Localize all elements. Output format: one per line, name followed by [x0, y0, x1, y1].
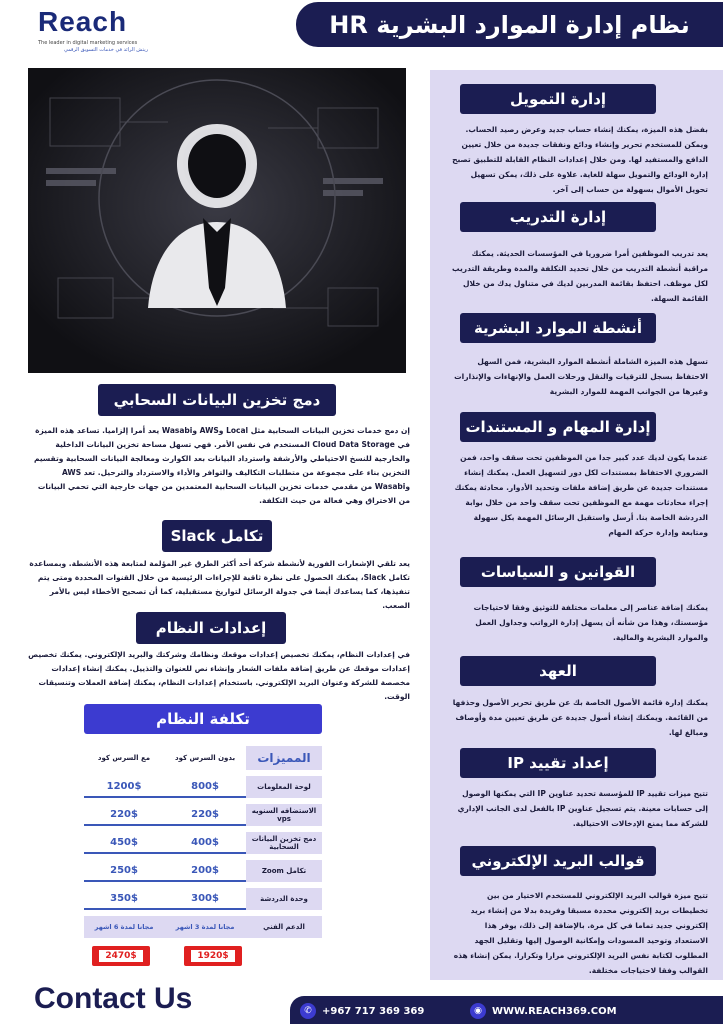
- feature-name: الاستضافه السنويه vps: [246, 804, 322, 826]
- website-link[interactable]: WWW.REACH369.COM: [492, 1005, 617, 1017]
- page-title-bar: [296, 2, 723, 47]
- table-row: [84, 804, 322, 826]
- table-row: [84, 916, 322, 938]
- section-title-hr-activities: أنشطة الموارد البشرية: [460, 313, 656, 343]
- website-contact[interactable]: [470, 1003, 617, 1019]
- section-body-finance: بفضل هذه الميزة، يمكنك إنشاء حساب جديد وعرض رصيد الحساب. ويمكن للمستخدم تحرير وإنشاء ودائع ونفقات جديدة من خلال تعيين الدافع والمستفيد لها. ومن خلال إعدادات النظام القابلة للتطبيق تصبح إدارة الودائع والتمويل سهلة للغاية. علاوة على ذلك، يمكن تسهيل تحويل الأموال بسهولة من حساب إلى آخر.: [452, 125, 708, 194]
- section-title-ip-restriction: إعداد تقييد IP: [460, 748, 656, 778]
- phone-contact[interactable]: [300, 1003, 424, 1019]
- section-body-email-templates: تتيح ميزة قوالب البريد الإلكتروني للمستخدم الاختيار من بين تخطيطات بريد إلكتروني محددة مسبقا وفريدة بدلا من إنشاء بريد إلكتروني جديد تماما في كل مرة. بالإضافة إلى ذلك، يوفر هذا الاستعداد وتوحيد المسودات وإمكانية الوصول إليها وتقليل الجهد المطلوب لكتابة نفس البريد الإلكتروني مرارا وتكرارا. يمكن إنشاء هذه القوالب وفقا لاحتياجات مختلفة.: [453, 891, 708, 975]
- cost-table-header: [84, 746, 322, 770]
- section-body-training: يعد تدريب الموظفين أمرا ضروريا في المؤسسات الحديثة. يمكنك مراقبة أنشطة التدريب من خلال تحديد التكلفة والمدة وطريقة التدريب لكل موظف. احتفظ بقائمة المدربين لديك في متناول يدك من خلال القائمة السهلة.: [452, 249, 708, 303]
- price-without-source: 800$: [164, 776, 246, 798]
- section-title-assets: العهد: [460, 656, 656, 686]
- section-title-cloud-storage: دمج تخزين البيانات السحابي: [98, 384, 336, 416]
- logo-tagline: The leader in digital marketing services: [38, 40, 138, 46]
- phone-icon: ✆: [300, 1003, 316, 1019]
- support-with-source: مجانا لمدة 6 اشهر: [84, 916, 164, 938]
- table-row: [84, 860, 322, 882]
- contact-us-heading: Contact Us: [34, 982, 193, 1015]
- support-without-source: مجانا لمدة 3 اشهر: [164, 916, 246, 938]
- price-with-source: 1200$: [84, 776, 164, 798]
- feature-name: وحدة الدردشة: [246, 888, 322, 910]
- reach-logo: [38, 6, 148, 58]
- table-row: [84, 888, 322, 910]
- section-title-tasks-documents: إدارة المهام و المستندات: [460, 412, 656, 442]
- section-body-hr-activities: تسهل هذه الميزة الشاملة أنشطة الموارد البشرية، فمن السهل الاحتفاظ بسجل للترقيات والنقل ورحلات العمل والإنهاءات والإنذارات وغيرها من الجوانب المهمة للموارد البشرية: [454, 357, 708, 396]
- feature-name: الدعم الفني: [246, 916, 322, 938]
- section-title-email-templates: قوالب البريد الإلكتروني: [460, 846, 656, 876]
- logo-tagline-ar: ريتش الرائد في خدمات التسويق الرقمي: [63, 47, 148, 53]
- section-body-tasks-documents: عندما يكون لديك عدد كبير جدا من الموظفين تحت سقف واحد، فمن الضروري الاحتفاظ بمستندات لكل دور لتسهيل العمل. يمكنك إنشاء مستندات جديدة عن طريق إضافة ملفات وتحديد الأدوار. محادثة يمكنك إجراء محادثات مهمة مع الموظفين تحت سقف واحد من خلال بوابة الدردشة الخاصة بنا. أرسل واستقبل الرسائل المهمة بكل سهولة ومتابعة وإدارة حركة المهام: [454, 453, 708, 537]
- price-with-source: 450$: [84, 832, 164, 854]
- section-body-system-settings: في إعدادات النظام، يمكنك تخصيص إعدادات موقعك ونظامك وشركتك والبريد الإلكتروني. يمكنك تخصيص إعدادات موقعك عن طريق إضافة ملفات الشعار وإنشاء نص للعنوان والتذييل. يمكنك إنشاء إعدادات مخصصة للشركة وعنوان البريد الإلكتروني. باستخدام إعدادات النظام، يمكنك إضافة العملات وتنسيقات الوقت.: [28, 650, 410, 701]
- phone-number[interactable]: +967 717 369 369: [322, 1005, 425, 1017]
- total-with-source: [92, 946, 150, 966]
- section-title-finance: إدارة التمويل: [460, 84, 656, 114]
- section-title-slack: تكامل Slack: [162, 520, 272, 552]
- section-body-assets: يمكنك إدارة قائمة الأصول الخاصة بك عن طريق تحرير الأصول وحذفها من القائمة. ويمكنك إنشاء أصول جديدة عن طريق تعيين مدة وأوصاف ومبالغ لها.: [452, 698, 708, 737]
- businessman-photo: [28, 68, 406, 373]
- businessman-illustration: [28, 68, 406, 373]
- logo-word: Reach: [38, 6, 128, 37]
- header: [0, 0, 723, 62]
- price-without-source: 400$: [164, 832, 246, 854]
- total-without-source: [184, 946, 242, 966]
- section-body-slack: يعد تلقي الإشعارات الفورية لأنشطة شركة أحد أكثر الطرق غير المؤلمة لمتابعة هذه الأنشطة. وبمساعدة تكامل Slack، يمكنك الحصول على نظرة ثاقبة للإجراءات الرئيسية من خلال القنوات المحددة ومتى يتم تنفيذها، كما يساعدك أيضا في جدولة الرسائل لتواريخ مستقبلية، كما أن تصحيح الأخطاء ليس بالأمر الصعب.: [29, 559, 410, 610]
- table-row: [84, 776, 322, 798]
- section-body-policies: يمكنك إضافة عناصر إلى معلمات مختلفة للتوثيق وفقا لاحتياجات مؤسستك، وهذا من شأنه أن يسهل إدارة الرواتب وجداول العمل والموارد البشرية والمالية.: [473, 603, 708, 642]
- price-with-source: 350$: [84, 888, 164, 910]
- section-body-cloud-storage: إن دمج خدمات تخزين البيانات السحابية مثل Local وAWS وWasabi يعد أمرا إلزاميا. تساعد هذه الميزة في Cloud Data Storage المستخدم في نفس الأمر. فهي تسهل مساحة تخزين البيانات الداخلية والخارجية للنسخ الاحتياطي والأرشفة واسترداد البيانات بعد الكوارث ومعالجة البيانات السحابية وتقسيم التخزين بناء على مجموعة من متطلبات التكاليف والتوافر والأداء والاسترداد والترحيل. تعد AWS وWasabi من مقدمي خدمات تخزين البيانات السحابية المعتمدين من جهات خارجية التي تحمي البيانات من الاختراق وهي فعالة من حيث التكلفة.: [33, 426, 410, 505]
- total-with-value: 2470$: [99, 950, 142, 962]
- cost-table: [84, 740, 322, 944]
- total-without-value: 1920$: [191, 950, 234, 962]
- feature-name: لوحة المعلومات: [246, 776, 322, 798]
- price-without-source: 220$: [164, 804, 246, 826]
- feature-name: دمج تخزين البيانات السحابية: [246, 832, 322, 854]
- header-with-source: مع السرس كود: [84, 746, 164, 770]
- header-without-source: بدون السرس كود: [164, 746, 246, 770]
- section-title-training: إدارة التدريب: [460, 202, 656, 232]
- header-features: المميزات: [246, 746, 322, 770]
- feature-name: تكامل Zoom: [246, 860, 322, 882]
- page-title: نظام إدارة الموارد البشرية HR: [329, 10, 690, 39]
- table-row: [84, 832, 322, 854]
- section-title-system-settings: إعدادات النظام: [136, 612, 286, 644]
- price-without-source: 200$: [164, 860, 246, 882]
- globe-icon: ◉: [470, 1003, 486, 1019]
- price-with-source: 220$: [84, 804, 164, 826]
- section-title-policies: القوانين و السياسات: [460, 557, 656, 587]
- price-with-source: 250$: [84, 860, 164, 882]
- price-without-source: 300$: [164, 888, 246, 910]
- cost-title: تكلفة النظام: [84, 704, 322, 734]
- section-body-ip-restriction: تتيح ميزات تقييد IP للمؤسسة تحديد عناوين IP التي يمكنها الوصول إلى حسابات معينة. يتم تسجيل عناوين IP بالفعل لدى الجانب الإداري للشركة مما يمنع الإدخالات الاحتيالية.: [457, 789, 708, 828]
